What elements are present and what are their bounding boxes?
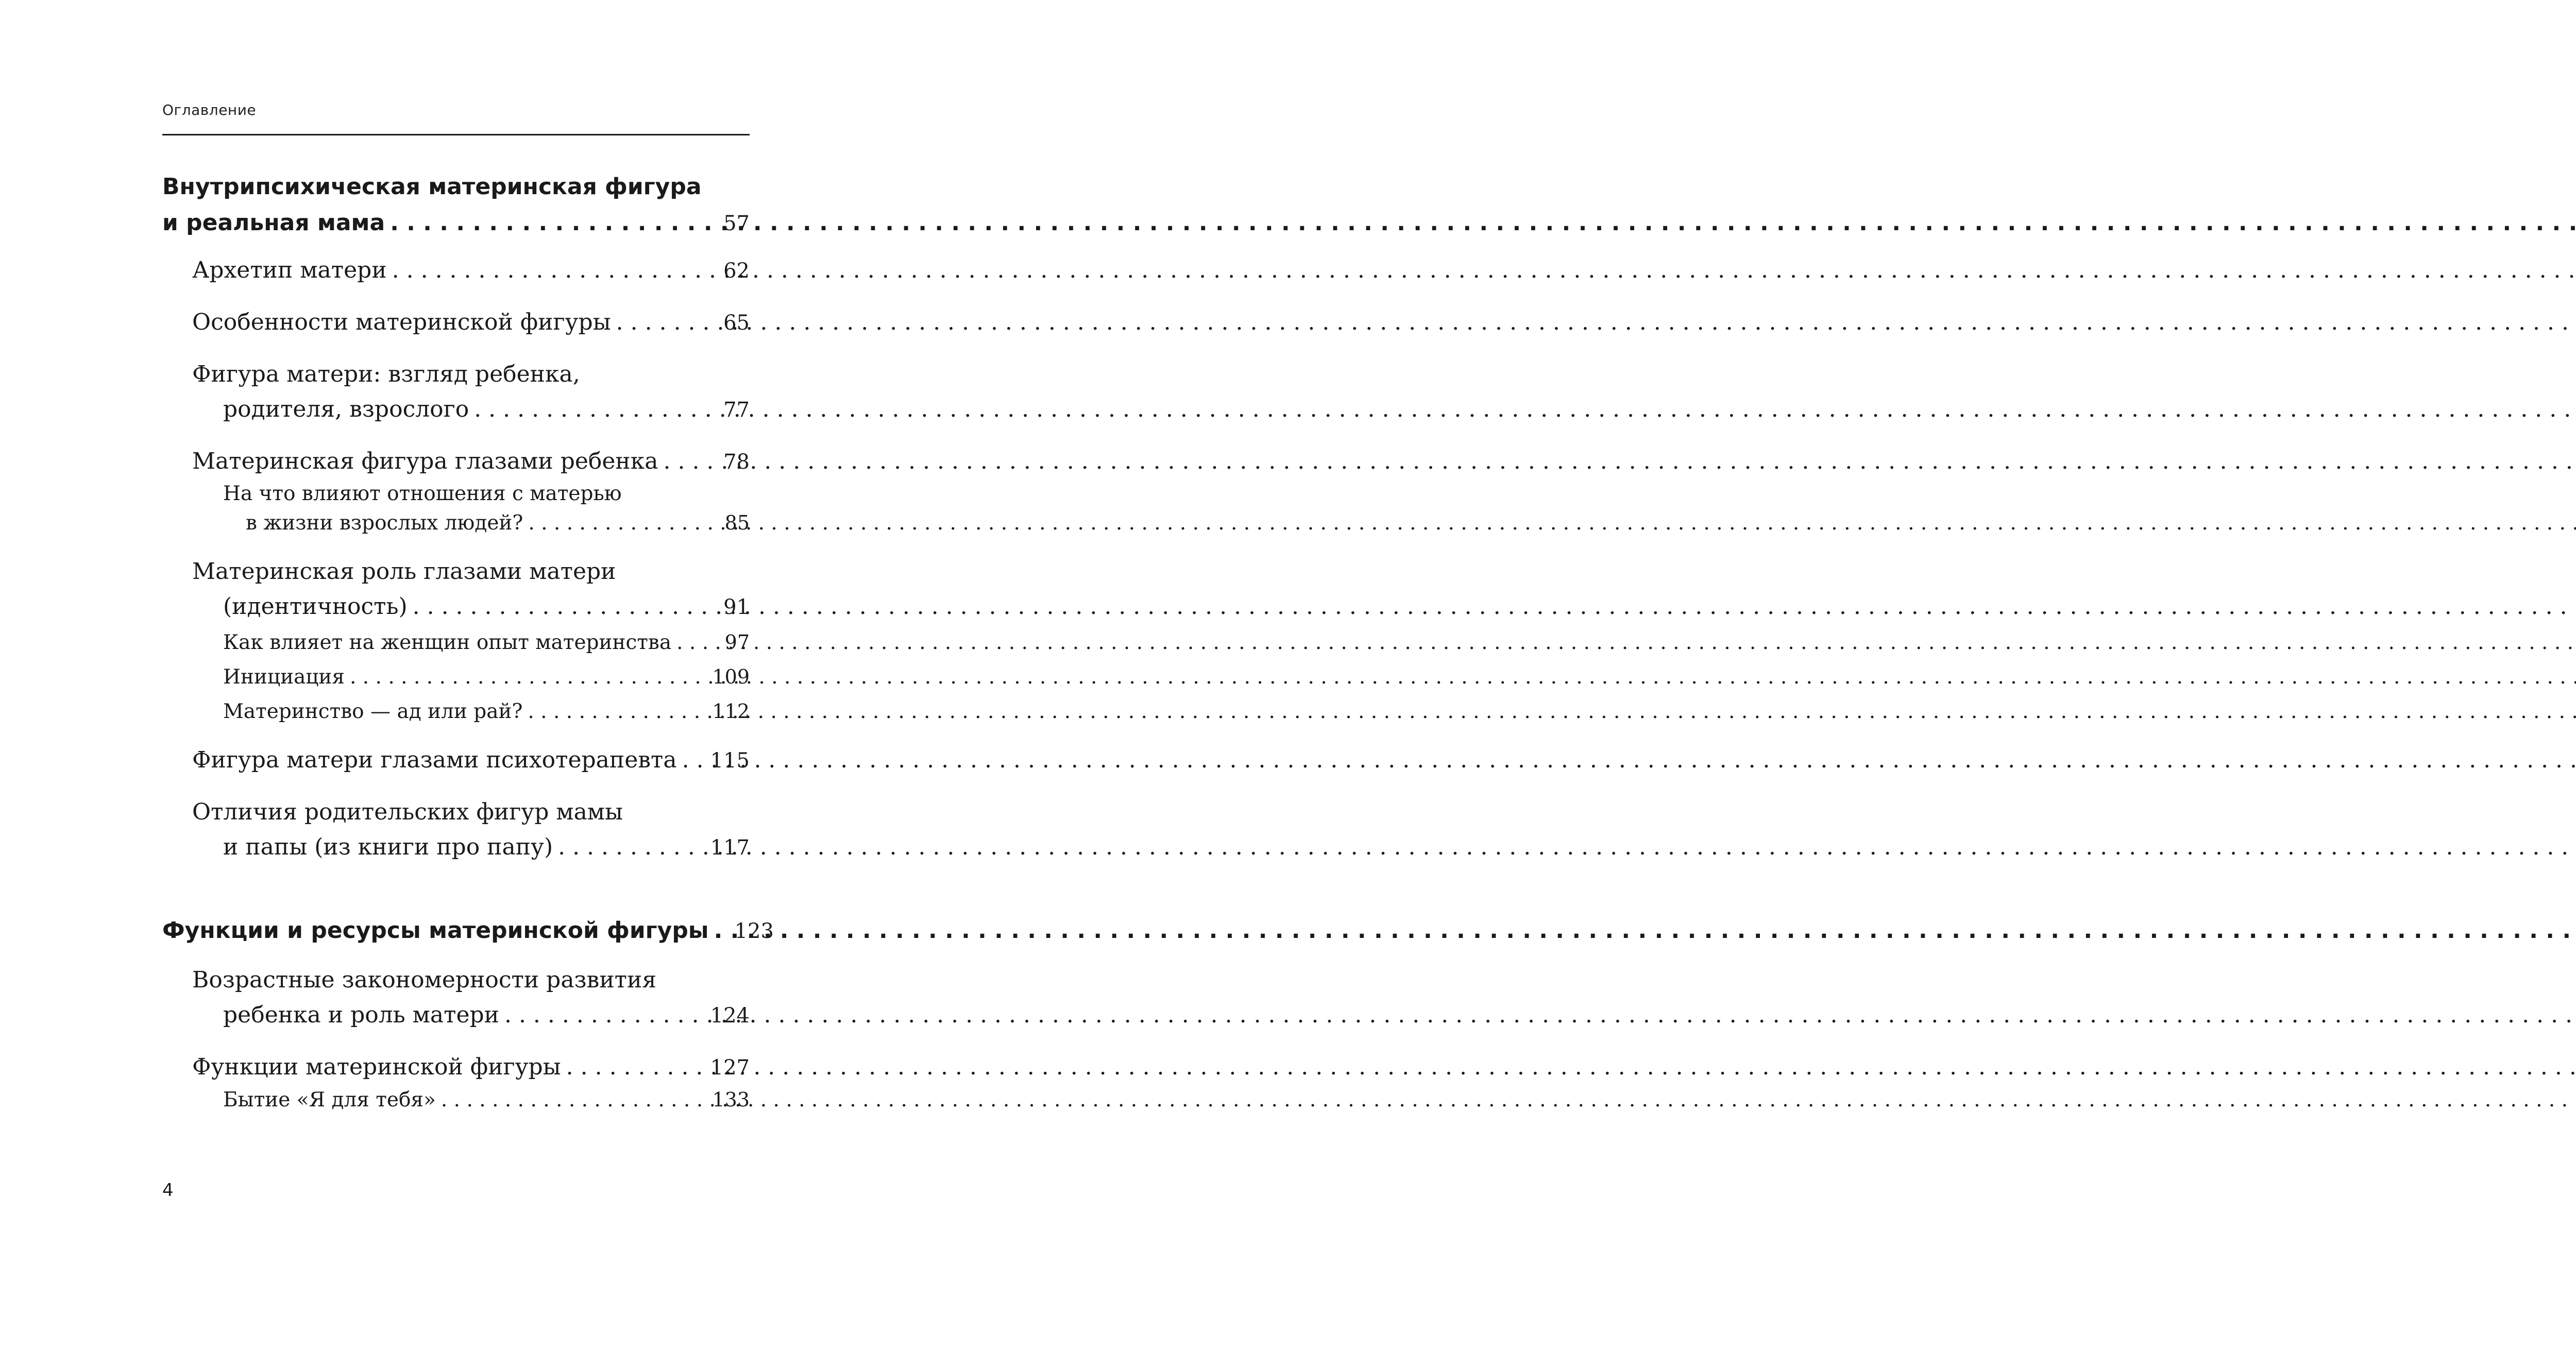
toc-entry [162,628,750,657]
toc-entry [162,169,750,242]
dot-leader [441,1086,707,1115]
toc-entry-title-cont: в жизни взрослых людей? [246,511,523,535]
dot-leader [504,998,705,1033]
dot-leader [413,589,718,624]
toc-entry-title: Отличия родительских фигур мамы [192,799,623,825]
dot-leader [714,913,730,949]
toc-entry [162,697,750,726]
dot-leader [350,663,707,692]
toc-entry [162,305,750,340]
toc-entry [162,1085,750,1115]
toc-entry [162,253,750,288]
toc-entry-title-cont: родителя, взрослого [223,396,469,422]
toc-page-number: 112 [712,700,750,723]
dot-leader [676,628,720,657]
toc-entry [162,795,750,865]
dot-leader [558,830,705,865]
toc-page-number: 124 [710,1004,750,1028]
toc-entry-title: Инициация [223,665,345,689]
dot-leader [390,205,718,241]
toc-page-number: 91 [723,595,750,619]
toc-entry-title: Материнская фигура глазами ребенка [192,448,658,474]
toc-entry-title-cont: ребенка и роль матери [223,1002,499,1028]
toc-page-number: 65 [723,311,750,335]
running-head: Оглавление [162,101,257,118]
toc-entry-title: Как влияет на женщин опыт материнства [223,631,672,654]
toc-page-number: 78 [723,450,750,474]
dot-leader [528,697,707,726]
dot-leader [682,743,705,778]
toc-entry [162,554,750,625]
toc-entry-title: Материнство — ад или рай? [223,700,523,723]
dot-leader [528,509,719,538]
page-number: 4 [162,1180,174,1201]
toc-entry-title: Бытие «Я для тебя» [223,1088,436,1111]
toc-entry-title: Функции и ресурсы материнской фигуры [162,917,709,944]
toc-entry [162,1050,750,1085]
toc-page-number: 133 [712,1088,750,1111]
toc-page-number: 123 [734,919,774,943]
toc-entry-title: Функции материнской фигуры [192,1054,561,1080]
toc-page-number: 115 [710,749,750,773]
toc-entry [162,444,750,480]
toc-entry [162,357,750,427]
toc-entry-title: Архетип матери [192,257,387,283]
toc-entry-title: Фигура матери: взгляд ребенка, [192,361,580,387]
toc-page-number: 117 [710,836,750,860]
toc-page-number: 109 [712,665,750,688]
toc-entry [162,913,774,949]
toc-entry-title: Материнская роль глазами матери [192,558,616,585]
toc-page-number: 127 [710,1056,750,1080]
dot-leader [566,1050,705,1085]
toc-entry-title: На что влияют отношения с матерью [223,482,622,505]
dot-leader [664,444,719,479]
toc-page-number: 62 [723,259,750,283]
toc-entry [162,480,750,538]
toc-page-number: 57 [723,212,750,235]
toc-page-number: 77 [723,398,750,422]
header-rule [162,134,750,135]
toc-entry [162,963,750,1033]
dot-leader [616,305,718,340]
toc-entry-title: Фигура матери глазами психотерапевта [192,747,677,773]
toc-entry-title-cont: и папы (из книги про папу) [223,834,553,860]
table-of-contents [162,169,774,1115]
dot-leader [392,253,718,288]
toc-entry-title: Возрастные закономерности развития [192,967,657,993]
toc-entry-title: Особенности материнской фигуры [192,309,611,335]
toc-entry [162,743,750,778]
toc-page-number: 97 [724,631,750,654]
toc-entry-title-cont: (идентичность) [223,593,408,620]
dot-leader [474,392,718,427]
toc-entry-title: Внутрипсихическая материнская фигура [162,174,702,200]
toc-entry [162,662,750,692]
toc-page-number: 85 [724,511,750,534]
toc-entry-title-cont: и реальная мама [162,210,385,236]
